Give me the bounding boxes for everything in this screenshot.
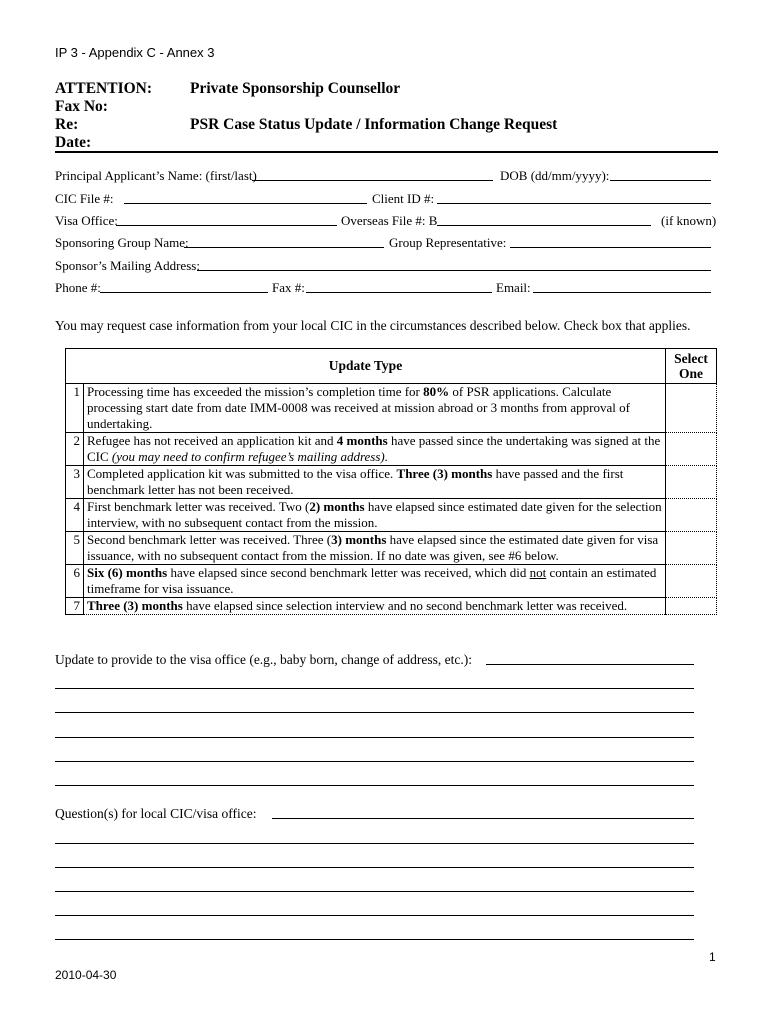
update-field-line-5[interactable] [55,785,694,786]
principal-name-label: Principal Applicant’s Name: (first/last) [55,168,257,183]
overseas-file-label: Overseas File #: B [341,213,438,228]
update-type-row [66,565,717,598]
row-text: Second benchmark letter was received. Three ( [87,532,332,547]
row-underline: not [529,565,547,580]
attention-value: Private Sponsorship Counsellor [190,80,401,97]
dob-field[interactable] [610,180,711,181]
update-field-line-4[interactable] [55,761,694,762]
group-rep-label: Group Representative: [389,235,507,250]
update-field-line-1[interactable] [55,688,694,689]
row-description [84,565,666,598]
row-number: 7 [66,598,84,615]
row-description [84,532,666,565]
row-number: 5 [66,532,84,565]
row-italic-note: (you may need to confirm refugee’s mailing address). [111,449,389,464]
row-description [84,499,666,532]
fax-label: Fax No: [55,98,108,115]
select-checkbox-cell[interactable] [666,384,717,433]
principal-name-field[interactable] [252,180,493,181]
update-type-row [66,384,717,433]
update-type-row [66,466,717,499]
row-text: have elapsed since selection interview and no second benchmark letter was received. [182,598,628,613]
question-field-line-2[interactable] [55,867,694,868]
email-field[interactable] [533,292,711,293]
row-description [84,598,666,615]
update-field-line-3[interactable] [55,737,694,738]
document-reference: IP 3 - Appendix C - Annex 3 [55,45,215,60]
row-description [84,384,666,433]
row-number: 2 [66,433,84,466]
row-emphasis: 4 months [336,433,388,448]
row-emphasis: Six (6) months [87,565,168,580]
row-description [84,466,666,499]
phone-label: Phone #: [55,280,101,295]
row-text: have elapsed since second benchmark letter was received, which did [167,565,530,580]
row-text-tail: contain an estimated timeframe for visa issuance. [87,565,657,596]
row-number: 4 [66,499,84,532]
row-text: have passed and the first benchmark letter has not been received. [87,466,624,497]
row-text: First benchmark letter was received. Two ( [87,499,310,514]
cic-file-field[interactable] [124,203,367,204]
visa-office-label: Visa Office: [55,213,118,228]
fax-label-field: Fax #: [272,280,305,295]
re-value: PSR Case Status Update / Information Change Request [190,116,558,133]
date-label: Date: [55,134,92,151]
dob-label: DOB (dd/mm/yyyy): [500,168,610,183]
sponsoring-group-field[interactable] [184,247,384,248]
row-number: 3 [66,466,84,499]
update-type-row [66,433,717,466]
question-field-line-0[interactable] [272,818,694,819]
visa-office-field[interactable] [116,225,337,226]
select-header-line1: Select [674,351,708,366]
update-type-table [65,348,717,615]
select-checkbox-cell[interactable] [666,466,717,499]
sponsoring-group-label: Sponsoring Group Name: [55,235,189,250]
select-checkbox-cell[interactable] [666,565,717,598]
row-text: have passed since the undertaking was signed at the CIC [87,433,661,464]
update-field-line-0[interactable] [486,664,694,665]
phone-field[interactable] [100,292,268,293]
overseas-file-field[interactable] [437,225,651,226]
row-text: of PSR applications. Calculate processing start date from date IMM-0008 was received at mission abroad or 3 months from approval of undertaking. [87,384,630,431]
row-emphasis: 2) months [309,499,365,514]
row-text: Completed application kit was submitted to the visa office. [87,466,397,481]
row-emphasis: Three (3) months [87,598,183,613]
select-one-header [666,349,717,384]
update-type-row [66,598,717,615]
mailing-address-field[interactable] [197,270,711,271]
row-text: Processing time has exceeded the mission’s completion time for [87,384,424,399]
fax-field[interactable] [306,292,492,293]
footer-date: 2010-04-30 [55,968,117,982]
select-checkbox-cell[interactable] [666,499,717,532]
select-checkbox-cell[interactable] [666,433,717,466]
attention-label: ATTENTION: [55,80,153,97]
row-description [84,433,666,466]
row-number: 6 [66,565,84,598]
select-checkbox-cell[interactable] [666,532,717,565]
mailing-address-label: Sponsor’s Mailing Address: [55,258,200,273]
client-id-label: Client ID #: [372,191,435,206]
row-emphasis: 3) months [331,532,387,547]
email-label: Email: [496,280,531,295]
if-known-label: (if known) [661,213,717,228]
cic-file-label: CIC File #: [55,191,114,206]
header-divider [55,151,718,153]
page-number: 1 [709,950,716,964]
update-field-line-2[interactable] [55,712,694,713]
question-field-line-1[interactable] [55,843,694,844]
update-type-header: Update Type [66,349,666,384]
row-number: 1 [66,384,84,433]
select-checkbox-cell[interactable] [666,598,717,615]
update-type-row [66,532,717,565]
question-field-line-3[interactable] [55,891,694,892]
question-field-line-4[interactable] [55,915,694,916]
intro-text: You may request case information from your local CIC in the circumstances described below. Check box that applies. [55,318,691,333]
row-text: have elapsed since estimated date given for the selection interview, with no subsequent contact from the mission. [87,499,662,530]
question-field-line-5[interactable] [55,939,694,940]
group-rep-field[interactable] [510,247,711,248]
row-emphasis: 80% [423,384,450,399]
update-type-row [66,499,717,532]
row-text: Refugee has not received an application kit and [87,433,337,448]
question-label: Question(s) for local CIC/visa office: [55,806,257,821]
re-label: Re: [55,116,79,133]
row-emphasis: Three (3) months [396,466,493,481]
select-header-line2: One [678,366,703,381]
client-id-field[interactable] [437,203,711,204]
update-label: Update to provide to the visa office (e.g., baby born, change of address, etc.): [55,652,472,667]
row-text: have elapsed since the estimated date given for visa issuance, with no subsequent contact from the mission. If no date was given, see #6 below. [87,532,659,563]
